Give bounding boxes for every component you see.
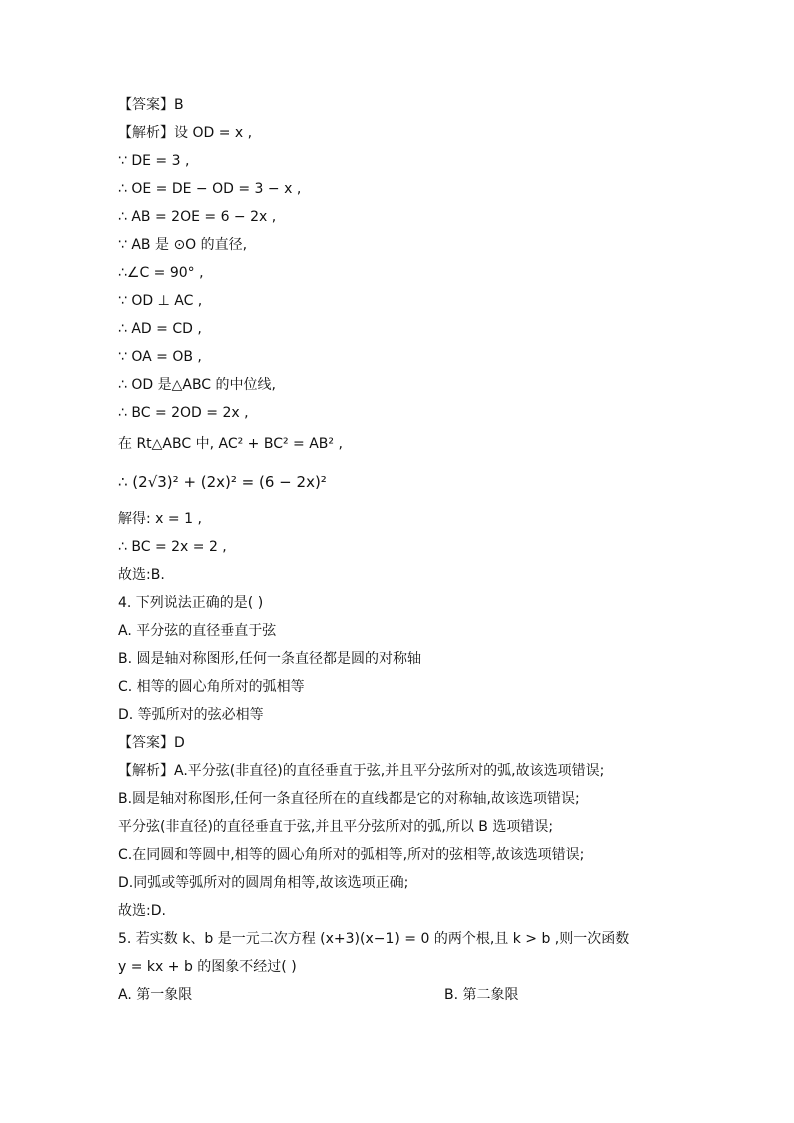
q4-analysis-3: 平分弦(非直径)的直径垂直于弦,并且平分弦所对的弧,所以 B 选项错误; xyxy=(118,819,554,835)
q3-step-4: ∵ AB 是 ⊙O 的直径, xyxy=(118,237,248,253)
q5-option-b: B. 第二象限 xyxy=(444,987,519,1003)
q4-analysis-6: 故选:D. xyxy=(118,903,166,919)
q3-step-13: 解得: x = 1 , xyxy=(118,511,202,527)
q4-stem: 4. 下列说法正确的是( ) xyxy=(118,595,264,611)
q4-option-c: C. 相等的圆心角所对的弧相等 xyxy=(118,679,305,695)
q3-step-10: ∴ BC = 2OD = 2x , xyxy=(118,405,249,421)
q3-step-1: ∵ DE = 3 , xyxy=(118,153,190,169)
q3-step-8: ∵ OA = OB , xyxy=(118,349,202,365)
q3-step-5: ∴∠C = 90° , xyxy=(118,265,204,281)
q3-step-3: ∴ AB = 2OE = 6 − 2x , xyxy=(118,209,277,225)
q4-answer: 【答案】D xyxy=(118,735,185,751)
q4-option-d: D. 等弧所对的弦必相等 xyxy=(118,707,264,723)
q3-analysis-start: 【解析】设 OD = x , xyxy=(118,125,253,141)
q4-analysis-2: B.圆是轴对称图形,任何一条直径所在的直线都是它的对称轴,故该选项错误; xyxy=(118,791,580,807)
q3-step-6: ∵ OD ⊥ AC , xyxy=(118,293,203,309)
q4-option-b: B. 圆是轴对称图形,任何一条直径都是圆的对称轴 xyxy=(118,651,421,667)
q3-step-7: ∴ AD = CD , xyxy=(118,321,202,337)
q5-stem-line-2: y = kx + b 的图象不经过( ) xyxy=(118,959,297,975)
q3-step-12: ∴ (2√3)² + (2x)² = (6 − 2x)² xyxy=(118,473,327,491)
q4-analysis-4: C.在同圆和等圆中,相等的圆心角所对的弧相等,所对的弦相等,故该选项错误; xyxy=(118,847,585,863)
q3-step-9: ∴ OD 是△ABC 的中位线, xyxy=(118,377,276,393)
q4-analysis-5: D.同弧或等弧所对的圆周角相等,故该选项正确; xyxy=(118,875,409,891)
q3-step-14: ∴ BC = 2x = 2 , xyxy=(118,539,227,555)
q4-analysis-1: 【解析】A.平分弦(非直径)的直径垂直于弦,并且平分弦所对的弧,故该选项错误; xyxy=(118,763,605,779)
q4-option-a: A. 平分弦的直径垂直于弦 xyxy=(118,623,277,639)
q5-stem-line-1: 5. 若实数 k、b 是一元二次方程 (x+3)(x−1) = 0 的两个根,且 k > b ,则一次函数 xyxy=(118,931,630,947)
q5-option-a: A. 第一象限 xyxy=(118,987,193,1003)
q3-answer: 【答案】B xyxy=(118,97,184,113)
q3-step-2: ∴ OE = DE − OD = 3 − x , xyxy=(118,181,302,197)
q3-step-15: 故选:B. xyxy=(118,567,165,583)
q3-step-11: 在 Rt△ABC 中, AC² + BC² = AB² , xyxy=(118,436,343,452)
